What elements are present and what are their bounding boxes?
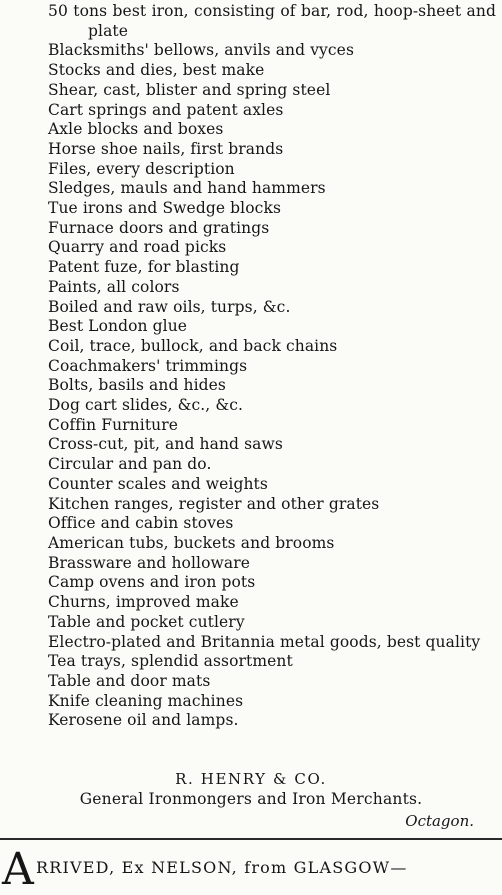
- list-item: Office and cabin stoves: [48, 514, 234, 533]
- drop-cap-letter: A: [2, 844, 34, 895]
- list-item: Knife cleaning machines: [48, 691, 244, 710]
- list-item: Shear, cast, blister and spring steel: [48, 80, 331, 99]
- list-item: Cross-cut, pit, and hand saws: [48, 435, 283, 454]
- merchant-name: R. HENRY & CO.: [175, 770, 327, 788]
- headline-text: RRIVED, Ex NELSON, from GLASGOW—: [36, 858, 408, 877]
- merchant-location: Octagon.: [405, 812, 474, 830]
- list-item: Electro-plated and Britannia metal goods, best quality: [48, 632, 481, 651]
- list-item: Tea trays, splendid assortment: [48, 652, 293, 671]
- list-item: Tue irons and Swedge blocks: [48, 199, 281, 218]
- list-item: Churns, improved make: [48, 593, 239, 612]
- list-item: Coffin Furniture: [48, 415, 179, 434]
- list-item: Coil, trace, bullock, and back chains: [48, 336, 338, 355]
- list-item: Dog cart slides, &c., &c.: [48, 396, 244, 415]
- list-item: Cart springs and patent axles: [48, 100, 284, 119]
- list-item: Table and door mats: [48, 671, 211, 690]
- list-item: Patent fuze, for blasting: [48, 258, 240, 277]
- list-item: Quarry and road picks: [48, 238, 227, 257]
- list-item: American tubs, buckets and brooms: [48, 533, 335, 552]
- list-item: 50 tons best iron, consisting of bar, rod, hoop-sheet and plate: [48, 2, 496, 40]
- list-item: Table and pocket cutlery: [48, 612, 245, 631]
- next-advertisement-headline: [2, 844, 502, 895]
- list-item: Paints, all colors: [48, 277, 180, 296]
- list-item: Circular and pan do.: [48, 455, 212, 474]
- list-item: Bolts, basils and hides: [48, 376, 226, 395]
- list-item: Sledges, mauls and hand hammers: [48, 179, 326, 198]
- list-item: Brassware and holloware: [48, 553, 250, 572]
- list-item: Coachmakers' trimmings: [48, 356, 248, 375]
- list-item: Furnace doors and gratings: [48, 218, 270, 237]
- list-item: Stocks and dies, best make: [48, 61, 265, 80]
- list-item: Files, every description: [48, 159, 235, 178]
- list-item: Best London glue: [48, 317, 188, 336]
- goods-list: [0, 2, 502, 731]
- list-item: Axle blocks and boxes: [48, 120, 224, 139]
- list-item: Kerosene oil and lamps.: [48, 711, 239, 730]
- list-item: Horse shoe nails, first brands: [48, 139, 284, 158]
- list-item: Blacksmiths' bellows, anvils and vyces: [48, 41, 355, 60]
- list-item: Camp ovens and iron pots: [48, 573, 256, 592]
- list-item: Counter scales and weights: [48, 474, 268, 493]
- column-divider: [0, 838, 502, 840]
- list-item: Boiled and raw oils, turps, &c.: [48, 297, 291, 316]
- list-item: Kitchen ranges, register and other grates: [48, 494, 380, 513]
- merchant-description: General Ironmongers and Iron Merchants.: [79, 790, 423, 808]
